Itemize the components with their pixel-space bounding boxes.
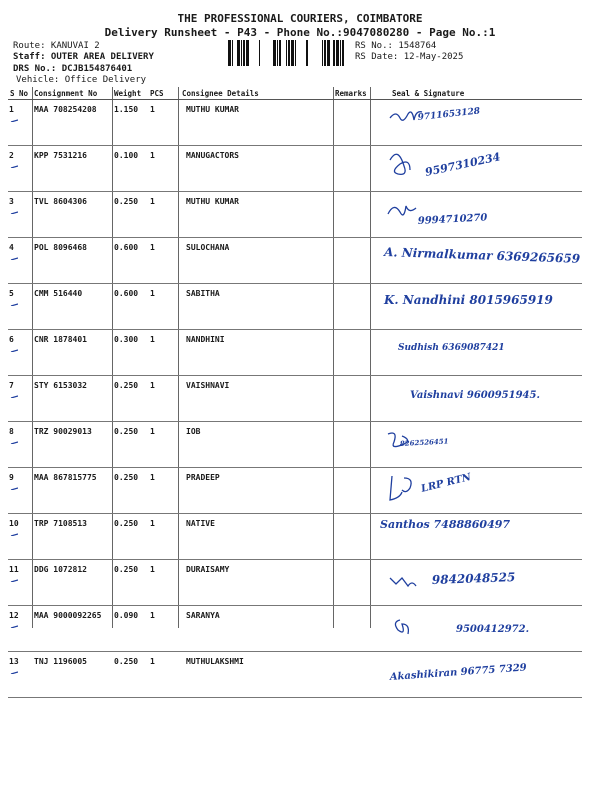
company-title: THE PROFESSIONAL COURIERS, COIMBATORE [177,12,423,25]
cell-signature [370,192,582,238]
cell-consignment: TNJ 1196005 [32,652,112,698]
cell-consignment: POL 8096468 [32,238,112,284]
handwritten-signature [370,422,582,466]
cell-signature [370,146,582,192]
tick-stroke [11,350,18,352]
cell-pcs: 1 [148,422,178,468]
handwritten-signature [370,468,582,512]
barcode-bar [277,40,278,66]
tick-stroke [11,442,18,444]
signature-handwriting: A. Nirmalkumar 6369265659 [383,245,581,266]
barcode-bar [333,40,335,66]
cell-remarks [333,146,370,192]
cell-remarks [333,284,370,330]
cell-consignee: MUTHULAKSHMI [178,652,333,698]
rs-number: RS No.: 1548764 [355,41,437,51]
handwritten-signature [370,652,582,696]
ink-tick-mark [10,579,18,582]
handwritten-signature [370,560,582,604]
ink-tick-mark [10,625,18,628]
signature-handwriting: Santhos 7488860497 [380,518,511,531]
barcode-bar [279,40,281,66]
ink-tick-mark [10,119,18,122]
table-row [8,330,582,376]
tick-stroke [11,534,18,536]
cell-weight: 0.250 [112,376,148,422]
cell-remarks [333,560,370,606]
handwritten-signature [370,100,582,144]
rs-date: RS Date: 12-May-2025 [355,52,464,62]
handwritten-signature [370,284,582,328]
col-header-weight: Weight [112,87,148,100]
cell-weight: 0.250 [112,468,148,514]
cell-consignment: TVL 8604306 [32,192,112,238]
cell-weight: 0.300 [112,330,148,376]
cell-consignee: DURAISAMY [178,560,333,606]
col-header-signature: Seal & Signature [370,87,582,100]
table-row [8,514,582,560]
cell-signature [370,560,582,606]
signature-handwriting: 9994710270 [417,212,488,227]
signature-handwriting: 9711653128 [417,106,481,123]
cell-remarks [333,330,370,376]
ink-tick-mark [10,533,18,536]
cell-pcs: 1 [148,238,178,284]
cell-remarks [333,652,370,698]
signature-handwriting: 9500412972. [456,624,530,635]
cell-consignee: SULOCHANA [178,238,333,284]
runsheet-title: Delivery Runsheet - P43 - Phone No.:9047080280 - Page No.:1 [104,26,496,39]
cell-consignee: NATIVE [178,514,333,560]
cell-weight: 1.150 [112,100,148,146]
cell-consignee: SARANYA [178,606,333,652]
barcode-bar [273,40,276,66]
cell-consignment: MAA 867815775 [32,468,112,514]
cell-consignment: KPP 7531216 [32,146,112,192]
cell-pcs: 1 [148,192,178,238]
cell-signature [370,284,582,330]
table-row [8,606,582,652]
ink-tick-mark [10,211,18,214]
cell-consignee: MUTHU KUMAR [178,192,333,238]
cell-consignment: CMM 516440 [32,284,112,330]
tick-stroke [11,672,18,674]
cell-sno: 1 [8,100,32,146]
cell-pcs: 1 [148,560,178,606]
barcode-bar [237,40,240,66]
table-row [8,192,582,238]
barcode-bar [228,40,231,66]
barcode-bar [340,40,341,66]
handwritten-signature [370,238,582,282]
cell-consignment: DDG 1072812 [32,560,112,606]
table-row [8,146,582,192]
ink-tick-mark [10,303,18,306]
tick-stroke [11,212,18,214]
cell-sno: 6 [8,330,32,376]
cell-pcs: 1 [148,652,178,698]
cell-signature [370,606,582,652]
cell-pcs: 1 [148,330,178,376]
cell-pcs: 1 [148,284,178,330]
tick-stroke [11,580,18,582]
cell-consignment: CNR 1878401 [32,330,112,376]
cell-signature [370,514,582,560]
cell-signature [370,422,582,468]
cell-pcs: 1 [148,376,178,422]
cell-signature [370,238,582,284]
col-header-remarks: Remarks [333,87,370,100]
cell-signature [370,330,582,376]
table-header-row [8,87,582,100]
handwritten-signature [370,192,582,236]
cell-sno: 10 [8,514,32,560]
cell-sno: 12 [8,606,32,652]
table-row [8,100,582,146]
barcode-bar [246,40,249,66]
cell-consignee: NANDHINI [178,330,333,376]
table-row [8,468,582,514]
tick-stroke [11,396,18,398]
cell-signature [370,652,582,698]
barcode-bar [342,40,344,66]
cell-consignee: VAISHNAVI [178,376,333,422]
signature-handwriting: K. Nandhini 8015965919 [384,293,553,307]
barcode-bar [291,40,294,66]
col-header-consignment: Consignment No [32,87,112,100]
table-row [8,560,582,606]
cell-weight: 0.600 [112,238,148,284]
cell-sno: 7 [8,376,32,422]
cell-weight: 0.250 [112,192,148,238]
cell-consignment: MAA 9000092265 [32,606,112,652]
ink-tick-mark [10,257,18,260]
table-row [8,422,582,468]
cell-pcs: 1 [148,468,178,514]
cell-remarks [333,606,370,652]
cell-consignment: TRP 7108513 [32,514,112,560]
cell-sno: 5 [8,284,32,330]
staff-label: Staff: OUTER AREA DELIVERY [13,52,154,62]
table-row [8,376,582,422]
ink-tick-mark [10,349,18,352]
cell-signature [370,376,582,422]
cell-consignment: TRZ 90029013 [32,422,112,468]
cell-weight: 0.250 [112,652,148,698]
tick-stroke [11,258,18,260]
cell-remarks [333,514,370,560]
barcode-bar [241,40,242,66]
cell-consignee: SABITHA [178,284,333,330]
ink-tick-mark [10,671,18,674]
tick-stroke [11,304,18,306]
cell-pcs: 1 [148,606,178,652]
cell-consignee: MUTHU KUMAR [178,100,333,146]
cell-remarks [333,192,370,238]
cell-pcs: 1 [148,514,178,560]
signature-handwriting: 8262526451 [399,436,449,448]
cell-weight: 0.100 [112,146,148,192]
cell-remarks [333,468,370,514]
barcode-bar [232,40,233,66]
barcode-image [228,40,346,66]
cell-remarks [333,376,370,422]
col-header-consignee: Consignee Details [178,87,333,100]
cell-sno: 3 [8,192,32,238]
barcode-bar [306,40,308,66]
cell-weight: 0.090 [112,606,148,652]
cell-pcs: 1 [148,100,178,146]
signature-handwriting: Sudhish 6369087421 [398,343,505,353]
signature-stroke [388,206,416,215]
vehicle-label: Vehicle: Office Delivery [16,75,147,85]
runsheet-table [8,87,582,698]
barcode-bar [288,40,290,66]
cell-weight: 0.600 [112,284,148,330]
tick-stroke [11,488,18,490]
barcode-bar [259,40,260,66]
tick-stroke [11,120,18,122]
cell-signature [370,468,582,514]
cell-sno: 4 [8,238,32,284]
cell-weight: 0.250 [112,560,148,606]
barcode-bar [327,40,330,66]
handwritten-signature [370,146,582,190]
drs-number: DRS No.: DCJB154876401 [13,64,133,74]
barcode-bar [295,40,296,66]
cell-consignment: MAA 708254208 [32,100,112,146]
col-header-sno: S No [8,87,32,100]
tick-stroke [11,626,18,628]
col-header-pcs: PCS [148,87,178,100]
signature-stroke [390,578,416,586]
cell-sno: 9 [8,468,32,514]
cell-weight: 0.250 [112,514,148,560]
handwritten-signature [370,376,582,420]
handwritten-signature [370,606,582,650]
cell-consignment: STY 6153032 [32,376,112,422]
cell-signature [370,100,582,146]
handwritten-signature [370,330,582,374]
cell-weight: 0.250 [112,422,148,468]
cell-sno: 13 [8,652,32,698]
signature-stroke [395,620,408,634]
cell-sno: 2 [8,146,32,192]
cell-remarks [333,238,370,284]
cell-remarks [333,100,370,146]
ink-tick-mark [10,487,18,490]
ink-tick-mark [10,165,18,168]
ink-tick-mark [10,441,18,444]
barcode-bar [243,40,245,66]
signature-stroke [390,476,411,500]
signature-handwriting: Vaishnavi 9600951945. [410,390,540,401]
signature-stroke [390,154,410,174]
cell-sno: 8 [8,422,32,468]
cell-pcs: 1 [148,146,178,192]
cell-remarks [333,422,370,468]
table-row [8,652,582,698]
signature-handwriting: Akashikiran 96775 7329 [389,662,528,683]
barcode-bar [322,40,323,66]
route-label: Route: KANUVAI 2 [13,41,100,51]
signature-handwriting: 9842048525 [431,570,516,587]
signature-handwriting: 9597310234 [423,150,502,179]
cell-sno: 11 [8,560,32,606]
cell-consignee: MANUGACTORS [178,146,333,192]
handwritten-signature [370,514,582,558]
barcode-bar [286,40,287,66]
cell-consignee: IOB [178,422,333,468]
cell-consignee: PRADEEP [178,468,333,514]
table-row [8,284,582,330]
table-row [8,238,582,284]
ink-tick-mark [10,395,18,398]
tick-stroke [11,166,18,168]
signature-handwriting: LRP RTN [420,471,473,495]
barcode-bar [336,40,339,66]
barcode-bar [324,40,326,66]
